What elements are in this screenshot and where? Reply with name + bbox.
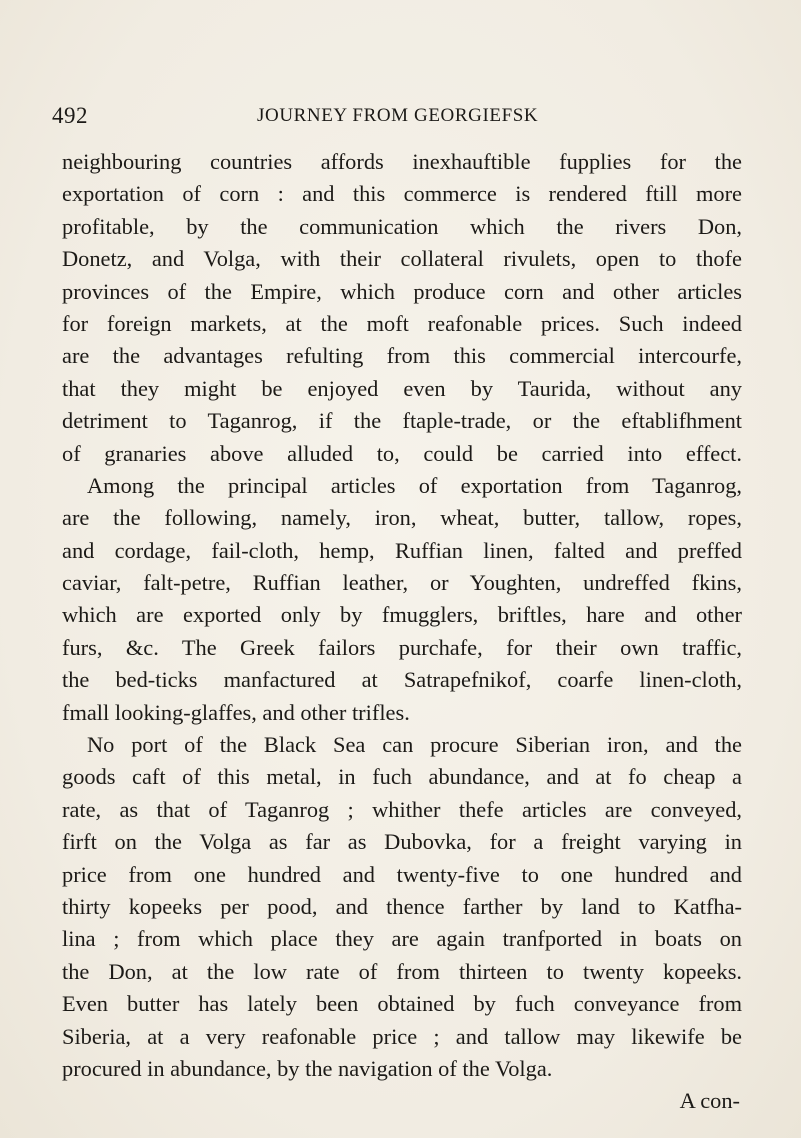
text-line: profitable, by the communication which the rivers Don, — [62, 213, 742, 239]
text-line: Even butter has lately been obtained by fuch conveyance from — [62, 991, 742, 1017]
text-line: neighbouring countries affords inexhauftible fupplies for the — [62, 149, 742, 174]
page-number: 492 — [52, 103, 88, 128]
page-header — [52, 103, 752, 133]
text-line: caviar, falt-petre, Ruffian leather, or Youghten, undreffed fkins, — [62, 570, 742, 596]
text-line: No port of the Black Sea can procure Siberian iron, and the — [87, 732, 742, 758]
text-line: the bed-ticks manfactured at Satrapefnikof, coarfe linen-cloth, — [62, 667, 742, 693]
text-line: Among the principal articles of exportation from Taganrog, — [87, 472, 742, 498]
text-line: lina ; from which place they are again tranfported in boats on — [62, 926, 742, 952]
text-line: which are exported only by fmugglers, briftles, hare and other — [62, 602, 742, 628]
text-line: that they might be enjoyed even by Taurida, without any — [62, 375, 742, 401]
body-text — [62, 146, 742, 1118]
catchword: A con- — [679, 1088, 740, 1114]
text-line: Siberia, at a very reafonable price ; and tallow may likewife be — [62, 1023, 742, 1049]
text-line: procured in abundance, by the navigation of the Volga. — [62, 1055, 553, 1081]
text-line: goods caft of this metal, in fuch abundance, and at fo cheap a — [62, 764, 742, 790]
running-head: JOURNEY FROM GEORGIEFSK — [257, 105, 539, 126]
text-line: thirty kopeeks per pood, and thence farther by land to Katfha- — [62, 893, 742, 919]
text-line: rate, as that of Taganrog ; whither thefe articles are conveyed, — [62, 796, 742, 822]
text-line: price from one hundred and twenty-five to one hundred and — [62, 861, 742, 887]
text-line: the Don, at the low rate of from thirteen to twenty kopeeks. — [62, 958, 742, 984]
text-line: are the advantages refulting from this commercial intercourfe, — [62, 343, 742, 369]
text-line: exportation of corn : and this commerce is rendered ftill more — [62, 181, 742, 207]
text-line: and cordage, fail-cloth, hemp, Ruffian linen, falted and preffed — [62, 537, 742, 563]
text-line: Donetz, and Volga, with their collateral rivulets, open to thofe — [62, 246, 742, 272]
text-line: provinces of the Empire, which produce corn and other articles — [62, 278, 742, 304]
text-line: furs, &c. The Greek failors purchafe, for their own traffic, — [62, 634, 742, 660]
text-line: fmall looking-glaffes, and other trifles. — [62, 699, 410, 725]
text-line: of granaries above alluded to, could be carried into effect. — [62, 440, 742, 466]
text-line: for foreign markets, at the moft reafonable prices. Such indeed — [62, 310, 742, 336]
text-line: are the following, namely, iron, wheat, butter, tallow, ropes, — [62, 505, 742, 531]
text-line: firft on the Volga as far as Dubovka, for a freight varying in — [62, 829, 742, 855]
text-line: detriment to Taganrog, if the ftaple-trade, or the eftablifhment — [62, 408, 742, 434]
